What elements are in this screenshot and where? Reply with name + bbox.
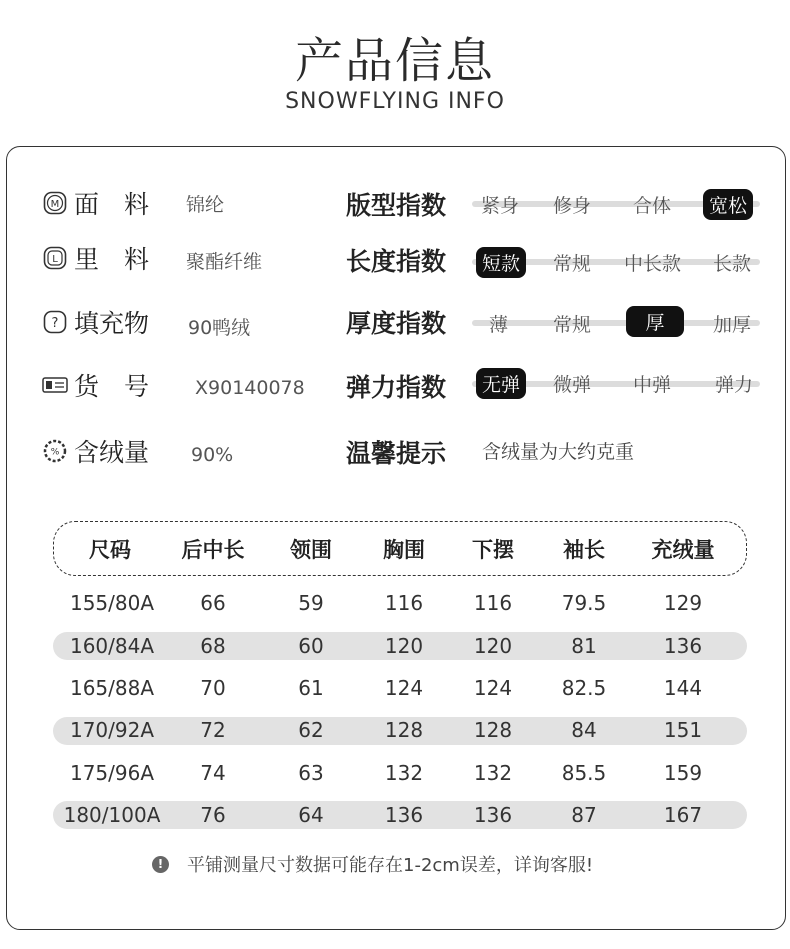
footer-note xyxy=(152,851,593,877)
info-value-down-content: 90% xyxy=(191,444,234,466)
page-subtitle: SNOWFLYING INFO xyxy=(285,89,505,114)
info-row-lining xyxy=(42,241,168,275)
table-cell: 170/92A xyxy=(69,718,155,742)
stretch-option-4: 弹力 xyxy=(715,374,754,396)
stretch-option-2: 微弹 xyxy=(553,374,592,396)
svg-text:?: ? xyxy=(51,316,59,331)
table-cell: 81 xyxy=(571,634,597,658)
col-header-chest: 胸围 xyxy=(383,538,425,562)
table-cell: 68 xyxy=(200,634,226,658)
m-badge-icon xyxy=(42,190,68,216)
table-cell: 120 xyxy=(473,634,513,658)
table-cell: 64 xyxy=(298,803,324,827)
thickness-option-selected: 厚 xyxy=(626,306,684,337)
table-cell: 128 xyxy=(473,718,513,742)
table-cell: 62 xyxy=(298,718,324,742)
tip-text: 含绒量为大约克重 xyxy=(482,441,635,463)
info-value-fabric: 锦纶 xyxy=(186,194,225,216)
table-cell: 136 xyxy=(384,803,424,827)
table-cell: 61 xyxy=(298,676,324,700)
footer-text: 平铺测量尺寸数据可能存在1-2cm误差，详询客服! xyxy=(187,855,594,876)
col-header-size: 尺码 xyxy=(89,538,131,562)
table-cell: 116 xyxy=(473,591,513,615)
table-cell: 124 xyxy=(473,676,513,700)
table-cell: 60 xyxy=(298,634,324,658)
thickness-index-title: 厚度指数 xyxy=(346,309,447,338)
table-cell: 129 xyxy=(663,591,703,615)
col-header-fill-weight: 充绒量 xyxy=(651,538,715,562)
table-cell: 66 xyxy=(200,591,226,615)
col-header-sleeve: 袖长 xyxy=(563,538,605,562)
table-cell: 160/84A xyxy=(69,634,155,658)
table-cell: 128 xyxy=(384,718,424,742)
info-row-item-no xyxy=(42,368,168,402)
page-title: 产品信息 xyxy=(294,33,495,89)
info-label-filling: 填充物 xyxy=(74,309,150,338)
table-cell: 70 xyxy=(200,676,226,700)
table-cell: 72 xyxy=(200,718,226,742)
table-cell: 132 xyxy=(473,761,513,785)
l-badge-icon xyxy=(42,245,68,271)
table-cell: 76 xyxy=(200,803,226,827)
svg-text:M: M xyxy=(50,199,60,210)
thickness-option-1: 薄 xyxy=(489,314,509,336)
stretch-index-title: 弹力指数 xyxy=(346,373,447,402)
col-header-collar: 领围 xyxy=(290,538,332,562)
info-label-lining: 里 料 xyxy=(74,245,150,274)
length-option-3: 中长款 xyxy=(624,253,682,275)
info-label-item-no: 货 号 xyxy=(74,372,150,401)
length-option-selected: 短款 xyxy=(476,247,526,278)
col-header-back-length: 后中长 xyxy=(181,538,245,562)
info-label-fabric: 面 料 xyxy=(74,190,150,219)
table-cell: 155/80A xyxy=(69,591,155,615)
table-cell: 167 xyxy=(663,803,703,827)
tip-title: 温馨提示 xyxy=(346,439,447,468)
info-row-filling xyxy=(42,305,168,339)
table-cell: 84 xyxy=(571,718,597,742)
table-cell: 132 xyxy=(384,761,424,785)
table-cell: 180/100A xyxy=(63,803,161,827)
info-value-filling: 90鸭绒 xyxy=(188,317,251,339)
table-cell: 124 xyxy=(384,676,424,700)
table-cell: 159 xyxy=(663,761,703,785)
length-index-title: 长度指数 xyxy=(346,247,447,276)
length-option-2: 常规 xyxy=(553,253,592,275)
fit-option-3: 合体 xyxy=(633,195,672,217)
table-cell: 79.5 xyxy=(561,591,607,615)
table-cell: 87 xyxy=(571,803,597,827)
length-option-4: 长款 xyxy=(713,253,752,275)
table-cell: 74 xyxy=(200,761,226,785)
stretch-option-selected: 无弹 xyxy=(476,368,526,399)
fit-option-selected: 宽松 xyxy=(703,189,753,220)
table-cell: 85.5 xyxy=(561,761,607,785)
info-value-lining: 聚酯纤维 xyxy=(186,251,263,273)
table-cell: 175/96A xyxy=(69,761,155,785)
fit-option-1: 紧身 xyxy=(481,195,520,217)
table-cell: 120 xyxy=(384,634,424,658)
table-cell: 151 xyxy=(663,718,703,742)
table-cell: 165/88A xyxy=(69,676,155,700)
percent-ring-icon xyxy=(42,438,68,464)
col-header-hem: 下摆 xyxy=(472,538,514,562)
thickness-option-4: 加厚 xyxy=(713,314,752,336)
info-row-down-content xyxy=(42,434,168,468)
table-cell: 116 xyxy=(384,591,424,615)
fit-option-2: 修身 xyxy=(553,195,592,217)
id-card-icon xyxy=(42,372,68,398)
table-cell: 63 xyxy=(298,761,324,785)
table-cell: 144 xyxy=(663,676,703,700)
fit-index-title: 版型指数 xyxy=(346,191,447,220)
info-value-item-no: X90140078 xyxy=(195,377,305,399)
table-cell: 59 xyxy=(298,591,324,615)
thickness-option-2: 常规 xyxy=(553,314,592,336)
svg-text:%: % xyxy=(50,447,60,458)
stretch-option-3: 中弹 xyxy=(633,374,672,396)
table-cell: 136 xyxy=(663,634,703,658)
table-cell: 82.5 xyxy=(561,676,607,700)
info-label-down-content: 含绒量 xyxy=(74,438,150,467)
info-row-fabric xyxy=(42,186,168,220)
table-cell: 136 xyxy=(473,803,513,827)
exclamation-icon: ! xyxy=(152,856,169,873)
svg-text:L: L xyxy=(52,254,58,265)
question-badge-icon xyxy=(42,309,68,335)
